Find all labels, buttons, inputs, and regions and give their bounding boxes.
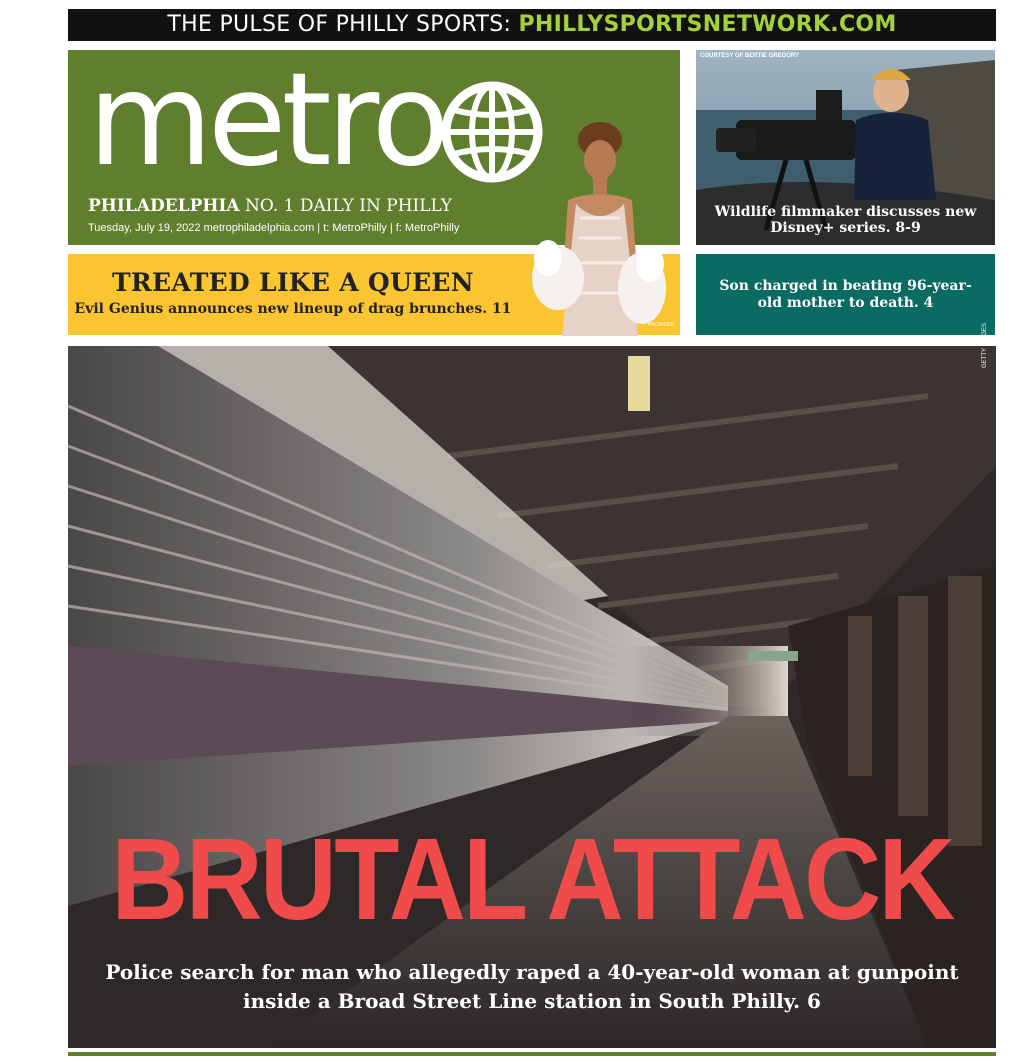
filmmaker-caption: Wildlife filmmaker discusses new Disney+ series. 8-9: [714, 204, 977, 236]
top-banner[interactable]: [68, 9, 996, 41]
banner-url-link[interactable]: PHILLYSPORTSNETWORK.COM: [518, 12, 897, 37]
filmmaker-teaser[interactable]: [696, 50, 995, 245]
metro-logo: metro: [88, 46, 445, 195]
bottom-rule: [68, 1052, 996, 1056]
filmmaker-photo-credit: COURTESY OF BERTIE GREGORY: [700, 53, 800, 59]
tagline: NO. 1 DAILY IN PHILLY: [245, 196, 452, 216]
queen-teaser-headline: TREATED LIKE A QUEEN: [112, 268, 474, 297]
main-deck: Police search for man who allegedly raped a 40-year-old woman at gunpoint inside a Broad Street Line station in South Philly. 6: [105, 960, 959, 1013]
son-charged-text: Son charged in beating 96-year-old mother to death. 4: [719, 278, 972, 311]
city-tagline: [88, 196, 452, 216]
queen-photo-credit: PROVIDED: [648, 322, 675, 328]
queen-teaser-subhead: Evil Genius announces new lineup of drag brunches. 11: [74, 301, 512, 317]
main-headline: BRUTAL ATTACK: [111, 814, 953, 944]
son-charged-teaser[interactable]: [696, 254, 995, 335]
main-photo-credit: GETTY IMAGES: [982, 323, 988, 368]
drag-queen-photo: [528, 118, 668, 336]
dateline: Tuesday, July 19, 2022 metrophiladelphia.com | t: MetroPhilly | f: MetroPhilly: [88, 222, 460, 234]
banner-label: THE PULSE OF PHILLY SPORTS:: [167, 12, 512, 37]
city-name: PHILADELPHIA: [88, 196, 240, 216]
